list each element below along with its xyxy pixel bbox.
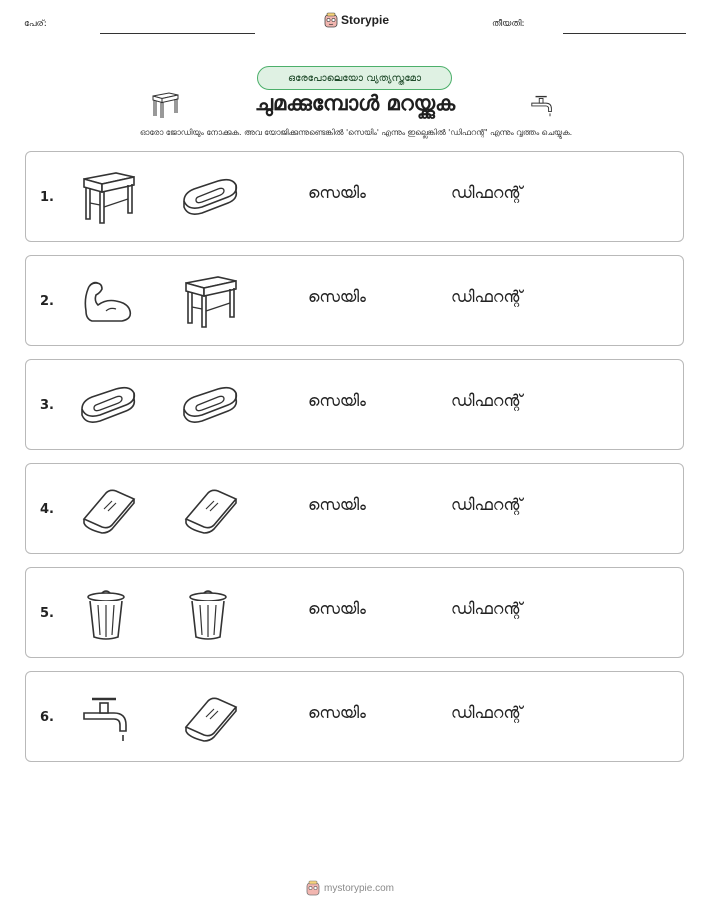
same-option[interactable]: സെയിം: [308, 495, 366, 514]
row-number: 1.: [40, 190, 54, 205]
faucet-icon: [76, 687, 140, 747]
pair-row: [25, 359, 684, 450]
row-number: 6.: [40, 710, 54, 725]
same-option[interactable]: സെയിം: [308, 391, 366, 410]
different-option[interactable]: ഡിഫറന്റ്: [451, 599, 523, 618]
title-row: [0, 90, 709, 120]
different-option[interactable]: ഡിഫറന്റ്: [451, 495, 523, 514]
different-option[interactable]: ഡിഫറന്റ്: [451, 391, 523, 410]
soap-icon: [76, 375, 140, 435]
worksheet-header: [0, 0, 709, 50]
pair-row: [25, 671, 684, 762]
name-label: പേര്:: [24, 19, 47, 29]
footer: [306, 880, 394, 896]
brand-logo: [324, 12, 389, 28]
instruction-text: ഓരോ ജോഡിയും നോക്കുക. അവ യോജിക്കുന്നുണ്ടെങ്കിൽ 'സെയിം' എന്നും ഇല്ലെങ്കിൽ 'ഡിഫറന്റ്' എന്നും വൃത്തം ചെയ്യുക.: [139, 128, 573, 137]
soap-icon: [178, 167, 242, 227]
date-line[interactable]: [563, 33, 686, 34]
table-icon: [148, 90, 182, 120]
row-number: 4.: [40, 502, 54, 517]
soap-icon: [178, 375, 242, 435]
row-number: 3.: [40, 398, 54, 413]
same-option[interactable]: സെയിം: [308, 599, 366, 618]
row-number: 5.: [40, 606, 54, 621]
row-number: 2.: [40, 294, 54, 309]
same-option[interactable]: സെയിം: [308, 183, 366, 202]
category-badge: ഒരേപോലെയോ വ്യത്യസ്തമോ: [257, 66, 452, 90]
table-icon: [178, 271, 242, 331]
storypie-mascot-icon: [306, 880, 320, 896]
footer-url[interactable]: mystorypie.com: [324, 882, 395, 894]
trash-can-icon: [76, 583, 140, 643]
different-option[interactable]: ഡിഫറന്റ്: [451, 703, 523, 722]
name-line[interactable]: [100, 33, 255, 34]
pair-row: [25, 151, 684, 242]
brand-name: Storypie: [341, 13, 390, 27]
faucet-icon: [528, 91, 558, 119]
towel-icon: [178, 687, 242, 747]
pair-row: [25, 255, 684, 346]
trash-can-icon: [178, 583, 242, 643]
same-option[interactable]: സെയിം: [308, 703, 366, 722]
same-option[interactable]: സെയിം: [308, 287, 366, 306]
date-label: തീയതി:: [492, 19, 525, 29]
pair-row: [25, 463, 684, 554]
pair-row: [25, 567, 684, 658]
table-icon: [76, 167, 140, 227]
towel-icon: [76, 479, 140, 539]
flexed-arm-icon: [76, 271, 140, 331]
towel-icon: [178, 479, 242, 539]
different-option[interactable]: ഡിഫറന്റ്: [451, 183, 523, 202]
different-option[interactable]: ഡിഫറന്റ്: [451, 287, 523, 306]
page-title: ചുമക്കുമ്പോൾ മറയ്ക്കുക: [254, 91, 456, 115]
storypie-mascot-icon: [324, 12, 338, 28]
